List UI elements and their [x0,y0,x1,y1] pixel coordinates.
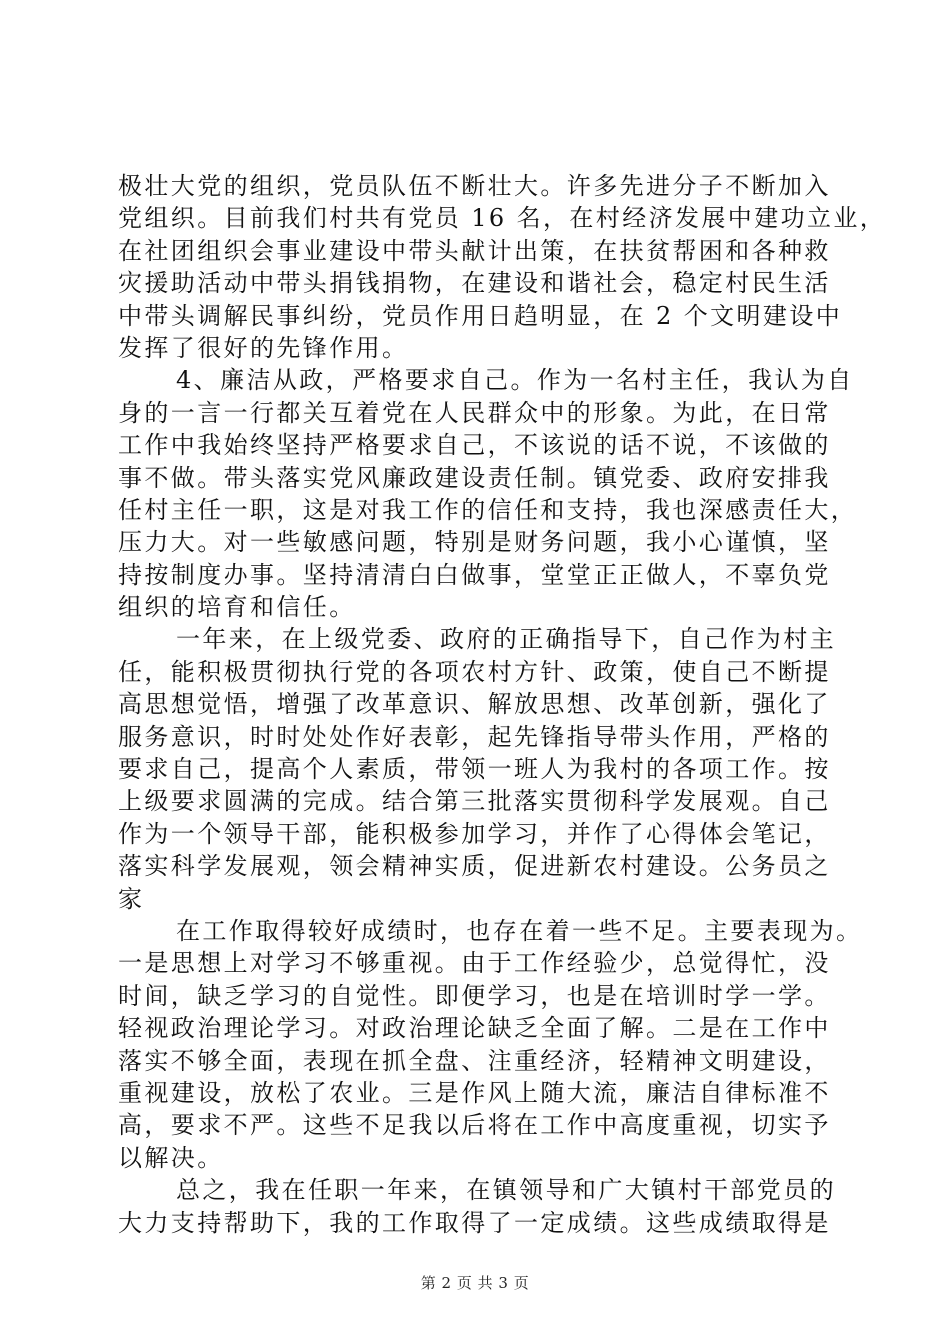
text-line: 身的一言一行都关互着党在人民群众中的形象。为此，在日常 [118,398,831,427]
text-line: 高，要求不严。这些不足我以后将在工作中高度重视，切实予 [118,1111,831,1140]
text-line: 家 [118,884,145,913]
text-line: 党组织。目前我们村共有党员 16 名，在村经济发展中建功立业， [118,204,887,233]
text-line: 任村主任一职，这是对我工作的信任和支持，我也深感责任大， [118,495,858,524]
text-line: 事不做。带头落实党风廉政建设责任制。镇党委、政府安排我 [118,463,831,492]
text-line: 中带头调解民事纠纷，党员作用日趋明显，在 2 个文明建设中 [118,301,843,330]
page-footer: 第 2 页 共 3 页 [420,1274,530,1292]
text-line: 大力支持帮助下，我的工作取得了一定成绩。这些成绩取得是 [118,1208,831,1237]
text-line: 总之，我在任职一年来，在镇领导和广大镇村干部党员的 [176,1176,836,1205]
text-line: 一是思想上对学习不够重视。由于工作经验少，总觉得忙，没 [118,949,831,978]
text-line: 上级要求圆满的完成。结合第三批落实贯彻科学发展观。自己 [118,787,831,816]
text-line: 服务意识，时时处处作好表彰，起先锋指导带头作用，严格的 [118,722,831,751]
text-line: 发挥了很好的先锋作用。 [118,333,409,362]
text-line: 轻视政治理论学习。对政治理论缺乏全面了解。二是在工作中 [118,1014,831,1043]
text-line: 作为一个领导干部，能积极参加学习，并作了心得体会笔记， [118,819,831,848]
text-line: 4、廉洁从政，严格要求自己。作为一名村主任，我认为自 [176,366,854,395]
text-line: 持按制度办事。坚持清清白白做事，堂堂正正做人，不辜负党 [118,560,831,589]
text-line: 时间，缺乏学习的自觉性。即便学习，也是在培训时学一学。 [118,981,831,1010]
text-line: 灾援助活动中带头捐钱捐物，在建设和谐社会，稳定村民生活 [118,269,831,298]
text-line: 落实科学发展观，领会精神实质，促进新农村建设。公务员之 [118,852,831,881]
text-line: 工作中我始终坚持严格要求自己，不该说的话不说，不该做的 [118,431,831,460]
text-line: 以解决。 [118,1143,224,1172]
text-line: 落实不够全面，表现在抓全盘、注重经济，轻精神文明建设， [118,1046,831,1075]
document-body [118,170,887,1239]
text-line: 任，能积极贯彻执行党的各项农村方针、政策，使自己不断提 [118,657,831,686]
text-line: 极壮大党的组织，党员队伍不断壮大。许多先进分子不断加入 [118,172,831,200]
text-line: 压力大。对一些敏感问题，特别是财务问题，我小心谨慎，坚 [118,528,831,557]
text-line: 在工作取得较好成绩时，也存在着一些不足。主要表现为。 [176,916,863,945]
text-line: 在社团组织会事业建设中带头献计出策，在扶贫帮困和各种救 [118,236,831,265]
text-line: 高思想觉悟，增强了改革意识、解放思想、改革创新，强化了 [118,690,831,719]
text-line: 重视建设，放松了农业。三是作风上随大流，廉洁自律标准不 [118,1078,831,1107]
text-line: 一年来，在上级党委、政府的正确指导下，自己作为村主 [176,625,836,654]
text-line: 组织的培育和信任。 [118,593,356,622]
text-line: 要求自己，提高个人素质，带领一班人为我村的各项工作。按 [118,755,831,784]
